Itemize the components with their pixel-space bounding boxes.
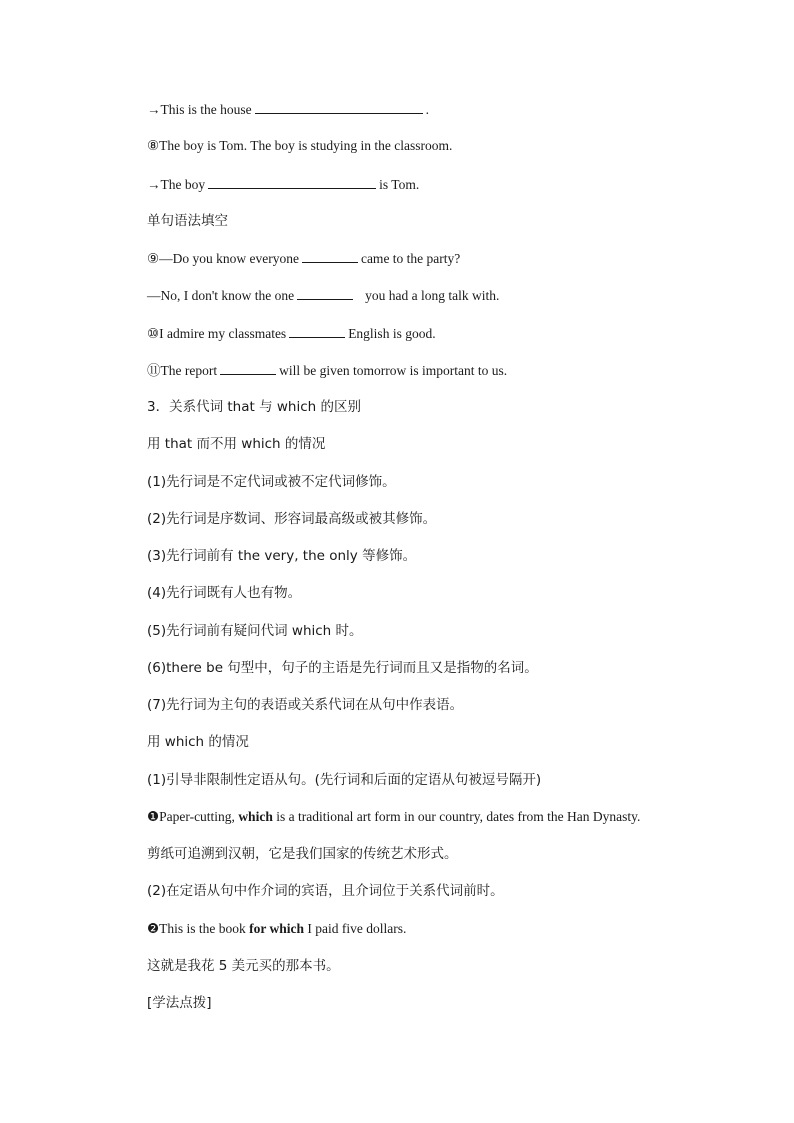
translation-text: 这就是我花 5 美元买的那本书。: [147, 958, 340, 974]
line-text: is a traditional art form in our country, dates from the Han Dynasty.: [272, 809, 641, 824]
line-text: I paid five dollars.: [304, 921, 407, 936]
line-text: →This is the house: [147, 102, 252, 117]
line-text: is Tom.: [379, 177, 420, 192]
rule-that-7: [147, 696, 463, 714]
line-text: you had a long talk with.: [365, 288, 500, 303]
line-text: English is good.: [348, 326, 436, 341]
rule-text: (2)先行词是序数词、形容词最高级或被其修饰。: [147, 511, 437, 527]
line-text: ⑧The boy is Tom. The boy is studying in the classroom.: [147, 138, 453, 153]
rule-text: (6)there be 句型中，句子的主语是先行词而且又是指物的名词。: [147, 660, 538, 676]
example-2-translation: [147, 957, 340, 975]
line-text: ⑩I admire my classmates: [147, 326, 287, 341]
rule-text: (1)先行词是不定代词或被不定代词修饰。: [147, 474, 396, 490]
translation-text: 剪纸可追溯到汉朝，它是我们国家的传统艺术形式。: [147, 846, 458, 862]
example-2: [147, 920, 406, 938]
answer-blank[interactable]: [302, 249, 358, 263]
rule-text: (1)引导非限制性定语从句。(先行词和后面的定语从句被逗号隔开): [147, 772, 542, 788]
line-text: ⑨—Do you know everyone: [147, 251, 299, 266]
heading-text: 3．关系代词 that 与 which 的区别: [147, 399, 361, 415]
line-text: ⑪The report: [147, 363, 218, 378]
subheading-use-which: [147, 733, 249, 751]
highlighted-word: for which: [249, 921, 304, 936]
answer-blank[interactable]: [220, 361, 276, 375]
rule-that-5: [147, 622, 363, 640]
heading-text: 单句语法填空: [147, 213, 228, 229]
rule-that-3: [147, 547, 416, 565]
section-heading-study-tips: [147, 994, 212, 1012]
exercise-11: [147, 361, 507, 380]
rewrite-answer-line-1: [147, 100, 429, 119]
heading-text: [学法点拨]: [147, 995, 212, 1011]
line-text: —No, I don't know the one: [147, 288, 295, 303]
heading-text: 用 which 的情况: [147, 734, 249, 750]
example-1: [147, 808, 640, 826]
line-text: ❷This is the book: [147, 921, 250, 936]
rewrite-answer-line-2: [147, 175, 419, 194]
rule-which-2: [147, 882, 504, 900]
rule-which-1: [147, 771, 541, 789]
answer-blank[interactable]: [289, 324, 345, 338]
line-text: ❶Paper-cutting,: [147, 809, 239, 824]
answer-blank[interactable]: [255, 100, 423, 114]
rule-that-4: [147, 584, 301, 602]
exercise-9-answer: [147, 286, 499, 305]
line-text: .: [425, 102, 429, 117]
exercise-9-question: [147, 249, 460, 268]
exercise-10: [147, 324, 436, 343]
heading-text: 用 that 而不用 which 的情况: [147, 436, 326, 452]
rule-text: (7)先行词为主句的表语或关系代词在从句中作表语。: [147, 697, 464, 713]
rule-that-1: [147, 473, 396, 491]
subheading-use-that: [147, 435, 325, 453]
rule-text: (5)先行词前有疑问代词 which 时。: [147, 623, 363, 639]
example-1-translation: [147, 845, 458, 863]
section-heading-that-vs-which: [147, 398, 361, 416]
line-text: came to the party?: [360, 251, 461, 266]
highlighted-word: which: [238, 809, 273, 824]
rule-text: (4)先行词既有人也有物。: [147, 585, 302, 601]
rule-that-2: [147, 510, 436, 528]
answer-blank[interactable]: [297, 286, 353, 300]
section-heading-grammar-fill: [147, 212, 228, 230]
rule-text: (3)先行词前有 the very, the only 等修饰。: [147, 548, 417, 564]
exercise-8-prompt: [147, 137, 452, 155]
line-text: will be given tomorrow is important to us.: [279, 363, 508, 378]
rule-text: (2)在定语从句中作介词的宾语，且介词位于关系代词前时。: [147, 883, 504, 899]
line-text: →The boy: [147, 177, 206, 192]
rule-that-6: [147, 659, 538, 677]
answer-blank[interactable]: [208, 175, 376, 189]
